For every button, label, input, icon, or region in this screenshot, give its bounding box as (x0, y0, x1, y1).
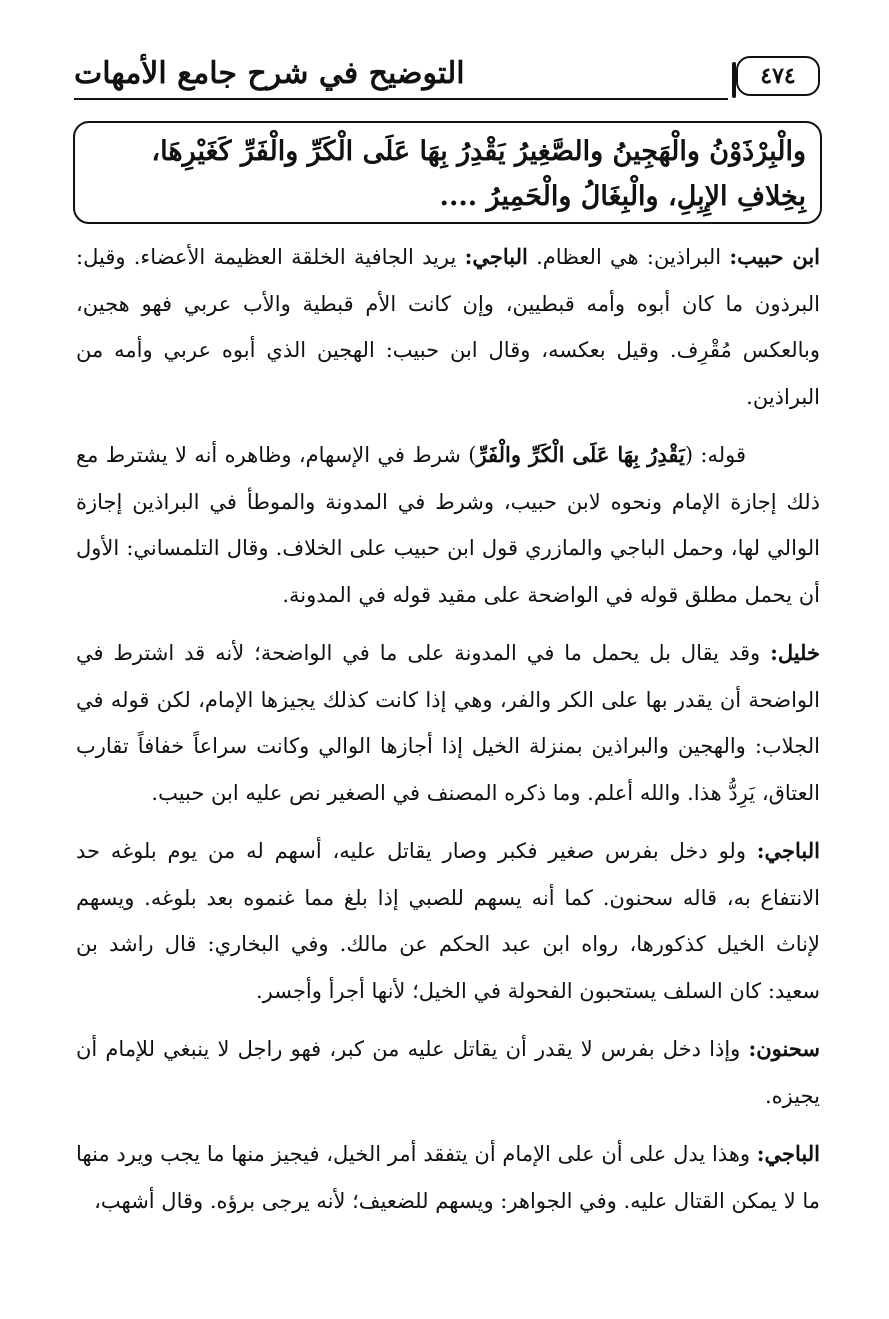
speaker-name: ابن حبيب: (729, 244, 820, 269)
paragraph (76, 630, 820, 816)
paragraph (76, 234, 820, 420)
paragraph-text: وهذا يدل على أن على الإمام أن يتفقد أمر الخيل، فيجيز منها ما يجب ويرد منها ما لا يمكن القتال عليه. وفي الجواهر: ويسهم للضعيف؛ لأنه يرجى برؤه. وقال أشهب، (76, 1142, 820, 1213)
paragraph (76, 828, 820, 1014)
paragraph-text: وإذا دخل بفرس لا يقدر أن يقاتل عليه من كبر، فهو راجل لا ينبغي للإمام أن يجيزه. (76, 1037, 820, 1108)
commentary-body (76, 234, 820, 1236)
paragraph (76, 1026, 820, 1119)
speaker-name: خليل: (770, 640, 820, 665)
paragraph-text: وقد يقال بل يحمل ما في المدونة على ما في الواضحة؛ لأنه قد اشترط في الواضحة أن يقدر بها على الكر والفر، وهي إذا كانت كذلك يجيزها الإمام، لكن قوله في الجلاب: والهجين والبراذين بمنزلة الخيل إذا أجازها الوالي وكانت سراعاً خفافاً تقارب العتاق، يَرِدُّ هذا. والله أعلم. وما ذكره المصنف في الصغير نص عليه ابن حبيب. (76, 641, 820, 805)
matn-box (73, 121, 822, 224)
speaker-name: الباجي: (756, 1141, 820, 1166)
speaker-name: الباجي: (464, 244, 528, 269)
matn-line: بِخِلافِ الإِبِلِ، والْبِغَالُ والْحَمِيرُ .... (439, 181, 806, 212)
page-number: ٤٧٤ (736, 56, 820, 96)
paragraph-text: ) شرط في الإسهام، وظاهره أنه لا يشترط مع ذلك إجازة الإمام ونحوه لابن حبيب، وشرط في المدونة والموطأ في البراذين إجازة الوالي لها، وحمل الباجي والمازري قول ابن حبيب على الخلاف. وقال التلمساني: الأول أن يحمل مطلق قوله في الواضحة على مقيد قوله في المدونة. (76, 443, 820, 607)
speaker-name: الباجي: (756, 838, 820, 863)
header-divider (74, 98, 728, 100)
speaker-name: سحنون: (748, 1036, 820, 1061)
page-header (74, 52, 820, 102)
paragraph-text: ولو دخل بفرس صغير فكبر وصار يقاتل عليه، أسهم له من يوم بلوغه حد الانتفاع به، قاله سحنون. كما أنه يسهم للصبي إذا بلغ مما غنموه بعد بلوغه. ويسهم لإناث الخيل كذكورها، رواه ابن عبد الحكم عن مالك. وفي البخاري: قال راشد بن سعيد: كان السلف يستحبون الفحولة في الخيل؛ لأنها أجرأ وأجسر. (76, 839, 820, 1003)
book-title: التوضيح في شرح جامع الأمهات (74, 56, 465, 91)
paragraph-text: يريد الجافية الخلقة العظيمة الأعضاء. وقيل: البرذون ما كان أبوه وأمه قبطيين، وإن كانت الأم قبطية والأب عربي فهو هجين، وبالعكس مُقْرِف. وقيل بعكسه، وقال ابن حبيب: الهجين الذي أبوه عربي وأمه من البراذين. (76, 245, 820, 409)
matn-quote: يَقْدِرُ بِهَا عَلَى الْكَرِّ والْفَرِّ (476, 442, 685, 467)
paragraph (76, 432, 820, 618)
paragraph (76, 1131, 820, 1224)
paragraph-lead: قوله: ( (684, 443, 746, 467)
matn-line: والْبِرْذَوْنُ والْهَجِينُ والصَّغِيرُ يَقْدِرُ بِهَا عَلَى الْكَرِّ والْفَرِّ كَغَيْرِهَا، (151, 136, 806, 167)
paragraph-text: البراذين: هي العظام. (527, 245, 730, 269)
